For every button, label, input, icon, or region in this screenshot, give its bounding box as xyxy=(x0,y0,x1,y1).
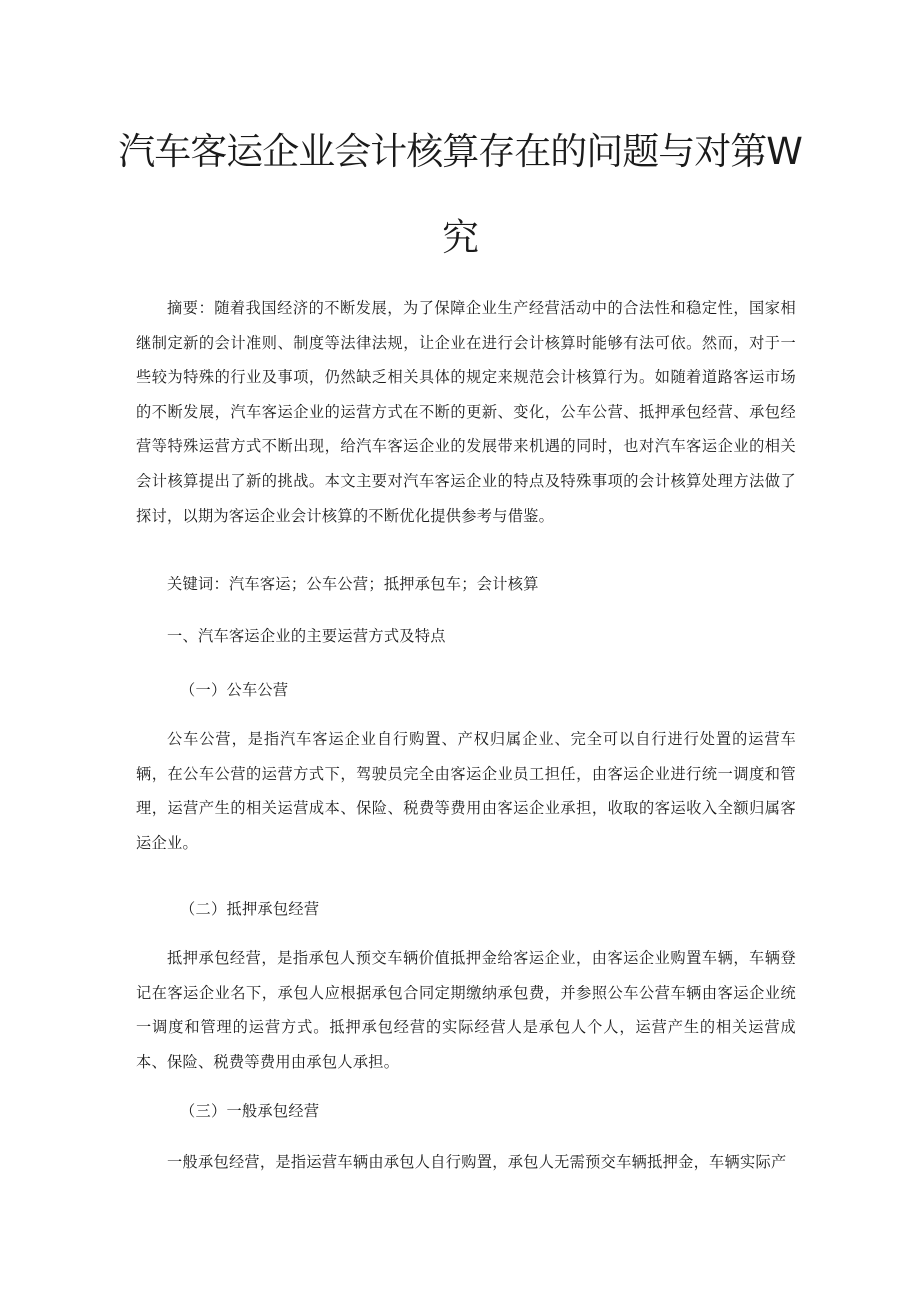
subsection-3-heading: （三）一般承包经营 xyxy=(180,1102,320,1120)
subsection-1-heading: （一）公车公营 xyxy=(180,681,289,699)
keywords-line: 关键词：汽车客运；公车公营；抵押承包车；会计核算 xyxy=(167,575,539,593)
abstract-paragraph: 摘要：随着我国经济的不断发展，为了保障企业生产经营活动中的合法性和稳定性，国家相继制定新的会计准则、制度等法律法规，让企业在进行会计核算时能够有法可依。然而，对于一些较为特殊的行业及事项，仍然缺乏相关具体的规定来规范会计核算行为。如随着道路客运市场的不断发展，汽车客运企业的运营方式在不断的更新、变化，公车公营、抵押承包经营、承包经营等特殊运营方式不断出现，给汽车客运企业的发展带来机遇的同时，也对汽车客运企业的相关会计核算提出了新的挑战。本文主要对汽车客运企业的特点及特殊事项的会计核算处理方法做了探讨，以期为客运企业会计核算的不断优化提供参考与借鉴。 xyxy=(136,299,796,525)
subsection-2-heading: （二）抵押承包经营 xyxy=(180,900,320,918)
section-1-heading: 一、汽车客运企业的主要运营方式及特点 xyxy=(167,627,446,645)
subsection-3-paragraph: 一般承包经营，是指运营车辆由承包人自行购置，承包人无需预交车辆抵押金，车辆实际产 xyxy=(167,1153,787,1171)
subsection-1-paragraph: 公车公营，是指汽车客运企业自行购置、产权归属企业、完全可以自行进行处置的运营车辆，在公车公营的运营方式下，驾驶员完全由客运企业员工担任，由客运企业进行统一调度和管理，运营产生的相关运营成本、保险、税费等费用由客运企业承担，收取的客运收入全额归属客运企业。 xyxy=(136,730,796,852)
document-title-line-1: 汽车客运企业会计核算存在的问题与对第W xyxy=(118,130,802,173)
subsection-2-paragraph: 抵押承包经营，是指承包人预交车辆价值抵押金给客运企业，由客运企业购置车辆，车辆登记在客运企业名下，承包人应根据承包合同定期缴纳承包费，并参照公车公营车辆由客运企业统一调度和管理的运营方式。抵押承包经营的实际经营人是承包人个人，运营产生的相关运营成本、保险、税费等费用由承包人承担。 xyxy=(136,949,796,1071)
document-title-line-2: 究 xyxy=(442,216,478,259)
